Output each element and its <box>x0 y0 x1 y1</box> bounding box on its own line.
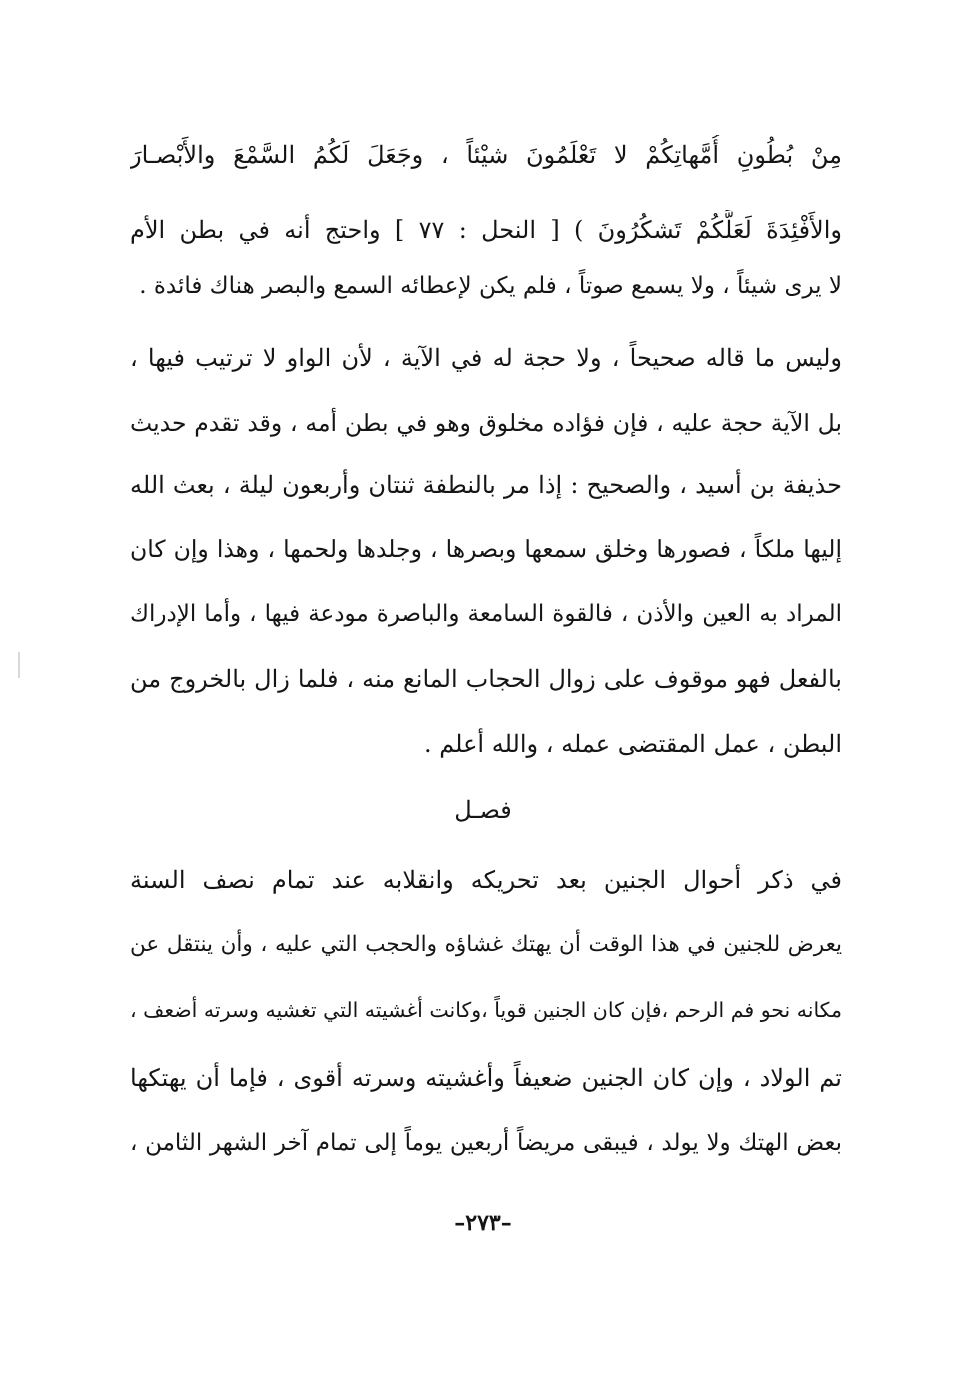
text-line: المراد به العين والأذن ، فالقوة السامعة والباصرة مودعة فيها ، وأما الإدراك <box>130 601 842 627</box>
text-line: بالفعل فهو موقوف على زوال الحجاب المانع منه ، فلما زال بالخروج من <box>130 665 842 693</box>
text-line: في ذكر أحوال الجنين بعد تحريكه وانقلابه عند تمام نصف السنة <box>130 866 842 894</box>
text-line: يعرض للجنين في هذا الوقت أن يهتك غشاؤه والحجب التي عليه ، وأن ينتقل عن <box>130 932 842 957</box>
page-number: –٢٧٣– <box>454 1210 512 1236</box>
text-line: مِنْ بُطُونِ أُمَّهاتِكُمْ لا تَعْلَمُونَ شيْئاً ، وجَعَلَ لَكُمُ السَّمْعَ والأَبْصـارَ <box>130 141 842 169</box>
text-line: مكانه نحو فم الرحم ،فإن كان الجنين قوياً ،وكانت أغشيته التي تغشيه وسرته أضعف ، <box>130 998 842 1022</box>
text-line: لا يرى شيئاً ، ولا يسمع صوتاً ، فلم يكن لإعطائه السمع والبصر هناك فائدة . <box>139 273 842 299</box>
text-line: بل الآية حجة عليه ، فإن فؤاده مخلوق وهو في بطن أمه ، وقد تقدم حديث <box>130 409 842 437</box>
text-line: بعض الهتك ولا يولد ، فيبقى مريضاً أربعين يوماً إلى تمام آخر الشهر الثامن ، <box>130 1130 842 1156</box>
text-line: البطن ، عمل المقتضى عمله ، والله أعلم . <box>423 730 842 758</box>
scan-edge-mark <box>18 652 20 678</box>
text-line: إليها ملكاً ، فصورها وخلق سمعها وبصرها ، وجلدها ولحمها ، وهذا وإن كان <box>130 535 842 563</box>
text-line: حذيفة بن أسيد ، والصحيح : إذا مر بالنطفة ثنتان وأربعون ليلة ، بعث الله <box>130 471 842 499</box>
text-line: والأَفْئِدَةَ لَعَلَّكُمْ تَشكُرُونَ ) [ النحل : ٧٧ ] واحتج أنه في بطن الأم <box>130 216 842 244</box>
text-line: تم الولاد ، وإن كان الجنين ضعيفاً وأغشيته وسرته أقوى ، فإما أن يهتكها <box>130 1064 842 1092</box>
text-line: وليس ما قاله صحيحاً ، ولا حجة له في الآية ، لأن الواو لا ترتيب فيها ، <box>130 344 842 372</box>
section-heading: فصـل <box>454 796 512 824</box>
